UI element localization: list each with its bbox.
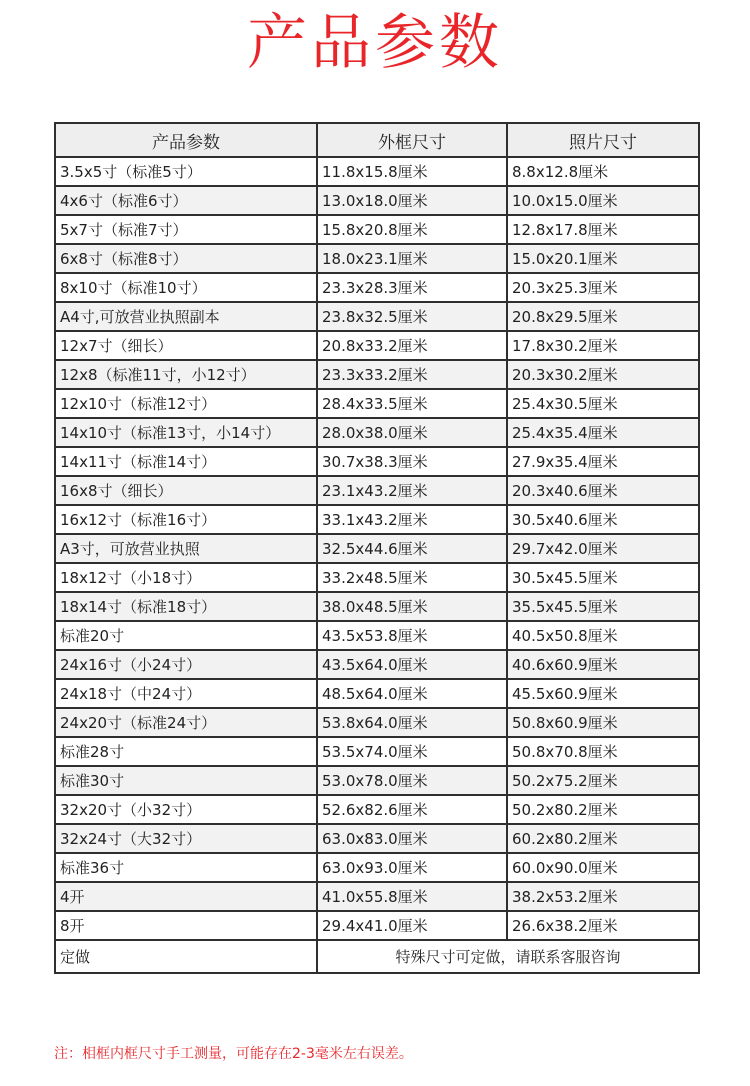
cell-product: 6x8寸（标准8寸） <box>55 244 317 273</box>
cell-product: 16x8寸（细长） <box>55 476 317 505</box>
cell-photo-size: 50.8x60.9厘米 <box>507 708 699 737</box>
cell-product: 24x16寸（小24寸） <box>55 650 317 679</box>
cell-product: 8x10寸（标准10寸） <box>55 273 317 302</box>
cell-frame-size: 30.7x38.3厘米 <box>317 447 507 476</box>
table-row <box>55 389 699 418</box>
cell-product: A4寸,可放营业执照副本 <box>55 302 317 331</box>
cell-photo-size: 40.6x60.9厘米 <box>507 650 699 679</box>
table-row <box>55 534 699 563</box>
cell-frame-size: 48.5x64.0厘米 <box>317 679 507 708</box>
table-row <box>55 563 699 592</box>
table-row <box>55 737 699 766</box>
table-row <box>55 708 699 737</box>
cell-product: 16x12寸（标准16寸） <box>55 505 317 534</box>
footnote: 注：相框内框尺寸手工测量，可能存在2-3毫米左右误差。 <box>54 1046 413 1062</box>
table-row <box>55 766 699 795</box>
cell-frame-size: 13.0x18.0厘米 <box>317 186 507 215</box>
cell-frame-size: 52.6x82.6厘米 <box>317 795 507 824</box>
cell-photo-size: 20.8x29.5厘米 <box>507 302 699 331</box>
cell-photo-size: 17.8x30.2厘米 <box>507 331 699 360</box>
cell-frame-size: 32.5x44.6厘米 <box>317 534 507 563</box>
cell-product: 12x7寸（细长） <box>55 331 317 360</box>
cell-photo-size: 8.8x12.8厘米 <box>507 157 699 186</box>
cell-product: A3寸，可放营业执照 <box>55 534 317 563</box>
cell-product: 5x7寸（标准7寸） <box>55 215 317 244</box>
parameters-table <box>54 122 700 974</box>
cell-frame-size: 38.0x48.5厘米 <box>317 592 507 621</box>
cell-photo-size: 10.0x15.0厘米 <box>507 186 699 215</box>
cell-photo-size: 12.8x17.8厘米 <box>507 215 699 244</box>
custom-order-note: 特殊尺寸可定做，请联系客服咨询 <box>317 940 699 973</box>
table-row <box>55 244 699 273</box>
cell-frame-size: 53.5x74.0厘米 <box>317 737 507 766</box>
cell-photo-size: 20.3x25.3厘米 <box>507 273 699 302</box>
cell-frame-size: 63.0x93.0厘米 <box>317 853 507 882</box>
cell-photo-size: 45.5x60.9厘米 <box>507 679 699 708</box>
custom-order-label: 定做 <box>55 940 317 973</box>
cell-frame-size: 43.5x64.0厘米 <box>317 650 507 679</box>
table-row <box>55 331 699 360</box>
cell-product: 14x11寸（标准14寸） <box>55 447 317 476</box>
cell-photo-size: 60.0x90.0厘米 <box>507 853 699 882</box>
cell-product: 18x12寸（小18寸） <box>55 563 317 592</box>
table-row <box>55 476 699 505</box>
cell-product: 14x10寸（标准13寸，小14寸） <box>55 418 317 447</box>
cell-frame-size: 11.8x15.8厘米 <box>317 157 507 186</box>
cell-photo-size: 50.8x70.8厘米 <box>507 737 699 766</box>
table-row <box>55 911 699 940</box>
cell-frame-size: 43.5x53.8厘米 <box>317 621 507 650</box>
cell-frame-size: 15.8x20.8厘米 <box>317 215 507 244</box>
cell-product: 24x18寸（中24寸） <box>55 679 317 708</box>
cell-frame-size: 33.1x43.2厘米 <box>317 505 507 534</box>
table-row <box>55 360 699 389</box>
table-row <box>55 679 699 708</box>
cell-product: 标准20寸 <box>55 621 317 650</box>
cell-photo-size: 25.4x30.5厘米 <box>507 389 699 418</box>
cell-product: 18x14寸（标准18寸） <box>55 592 317 621</box>
cell-product: 32x20寸（小32寸） <box>55 795 317 824</box>
table-row <box>55 853 699 882</box>
cell-photo-size: 40.5x50.8厘米 <box>507 621 699 650</box>
cell-frame-size: 23.8x32.5厘米 <box>317 302 507 331</box>
cell-product: 标准28寸 <box>55 737 317 766</box>
table-row <box>55 882 699 911</box>
cell-photo-size: 38.2x53.2厘米 <box>507 882 699 911</box>
cell-product: 8开 <box>55 911 317 940</box>
table-row <box>55 273 699 302</box>
table-row <box>55 186 699 215</box>
cell-frame-size: 41.0x55.8厘米 <box>317 882 507 911</box>
table-row <box>55 621 699 650</box>
cell-product: 4x6寸（标准6寸） <box>55 186 317 215</box>
cell-frame-size: 23.1x43.2厘米 <box>317 476 507 505</box>
table-row <box>55 418 699 447</box>
column-header-photo-size: 照片尺寸 <box>507 123 699 157</box>
cell-product: 24x20寸（标准24寸） <box>55 708 317 737</box>
table-row <box>55 157 699 186</box>
table-row <box>55 795 699 824</box>
cell-frame-size: 20.8x33.2厘米 <box>317 331 507 360</box>
column-header-product: 产品参数 <box>55 123 317 157</box>
cell-product: 3.5x5寸（标准5寸） <box>55 157 317 186</box>
table-row <box>55 824 699 853</box>
cell-photo-size: 35.5x45.5厘米 <box>507 592 699 621</box>
cell-frame-size: 28.4x33.5厘米 <box>317 389 507 418</box>
cell-product: 标准36寸 <box>55 853 317 882</box>
table-row <box>55 650 699 679</box>
cell-product: 4开 <box>55 882 317 911</box>
cell-frame-size: 23.3x28.3厘米 <box>317 273 507 302</box>
cell-photo-size: 30.5x45.5厘米 <box>507 563 699 592</box>
cell-frame-size: 23.3x33.2厘米 <box>317 360 507 389</box>
cell-photo-size: 20.3x40.6厘米 <box>507 476 699 505</box>
cell-photo-size: 30.5x40.6厘米 <box>507 505 699 534</box>
table-row <box>55 447 699 476</box>
cell-photo-size: 25.4x35.4厘米 <box>507 418 699 447</box>
cell-product: 标准30寸 <box>55 766 317 795</box>
cell-photo-size: 60.2x80.2厘米 <box>507 824 699 853</box>
cell-frame-size: 33.2x48.5厘米 <box>317 563 507 592</box>
cell-photo-size: 26.6x38.2厘米 <box>507 911 699 940</box>
table-row <box>55 505 699 534</box>
table-row <box>55 592 699 621</box>
cell-frame-size: 29.4x41.0厘米 <box>317 911 507 940</box>
table-header-row <box>55 123 699 157</box>
cell-photo-size: 50.2x80.2厘米 <box>507 795 699 824</box>
table-row <box>55 215 699 244</box>
cell-frame-size: 63.0x83.0厘米 <box>317 824 507 853</box>
cell-frame-size: 53.8x64.0厘米 <box>317 708 507 737</box>
cell-photo-size: 29.7x42.0厘米 <box>507 534 699 563</box>
table-body <box>55 157 699 973</box>
column-header-frame-size: 外框尺寸 <box>317 123 507 157</box>
cell-frame-size: 53.0x78.0厘米 <box>317 766 507 795</box>
cell-product: 32x24寸（大32寸） <box>55 824 317 853</box>
custom-order-row <box>55 940 699 973</box>
page-title: 产品参数 <box>247 8 503 78</box>
cell-product: 12x8（标准11寸，小12寸） <box>55 360 317 389</box>
cell-photo-size: 27.9x35.4厘米 <box>507 447 699 476</box>
cell-product: 12x10寸（标准12寸） <box>55 389 317 418</box>
cell-frame-size: 28.0x38.0厘米 <box>317 418 507 447</box>
cell-photo-size: 20.3x30.2厘米 <box>507 360 699 389</box>
cell-frame-size: 18.0x23.1厘米 <box>317 244 507 273</box>
cell-photo-size: 50.2x75.2厘米 <box>507 766 699 795</box>
table-row <box>55 302 699 331</box>
cell-photo-size: 15.0x20.1厘米 <box>507 244 699 273</box>
